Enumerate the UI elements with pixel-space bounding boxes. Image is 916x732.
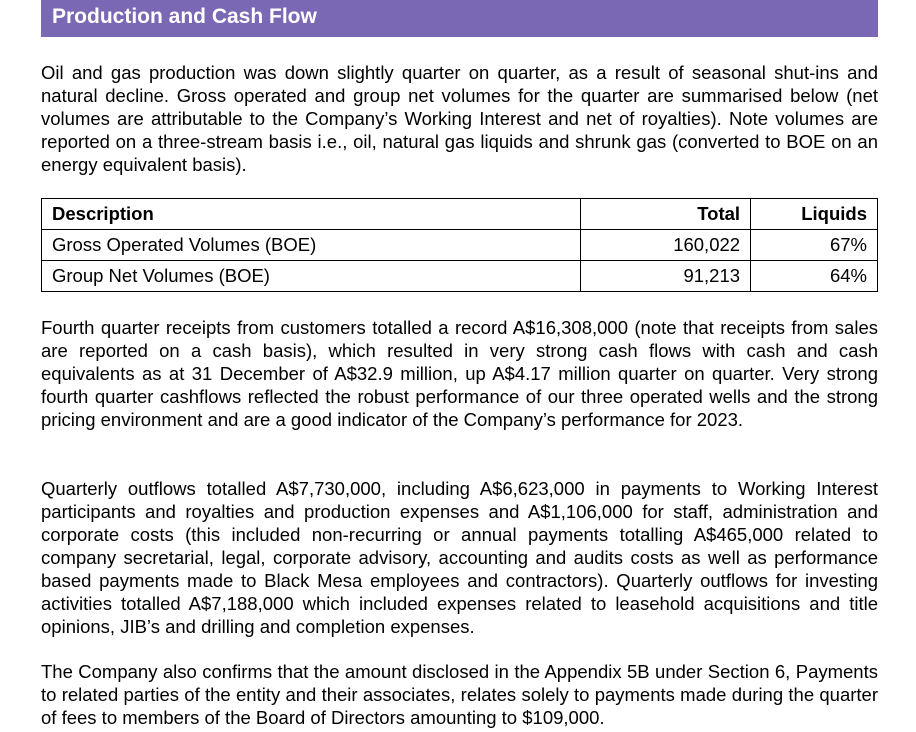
paragraph-receipts: Fourth quarter receipts from customers totalled a record A$16,308,000 (note that receipts from sales are reported on a cash basis), which resulted in very strong cash flows with cash and cash equivalents as at 31 December of A$32.9 million, up A$4.17 million quarter on quarter. Very strong fourth quarter cashflows reflected the robust performance of our three operated wells and the strong pricing environment and are a good indicator of the Company’s performance for 2023.: [41, 317, 878, 430]
volumes-table: [41, 198, 878, 292]
paragraph-outflows: Quarterly outflows totalled A$7,730,000, including A$6,623,000 in payments to Working Interest participants and royalties and production expenses and A$1,106,000 for staff, administration and corporate costs (this included non-recurring or annual payments totalling A$465,000 related to company secretarial, legal, corporate advisory, accounting and audits costs as well as performance based payments made to Black Mesa employees and contractors). Quarterly outflows for investing activities totalled A$7,188,000 which included expenses related to leasehold acquisitions and title opinions, JIB’s and drilling and completion expenses.: [41, 478, 878, 637]
column-header-description: Description: [42, 199, 581, 230]
cell-description: Gross Operated Volumes (BOE): [42, 230, 581, 261]
table-row: [42, 261, 878, 292]
section-title: Production and Cash Flow: [52, 5, 317, 28]
paragraph-related-parties: The Company also confirms that the amount disclosed in the Appendix 5B under Section 6, Payments to related parties of the entity and their associates, relates solely to payments made during the quarter of fees to members of the Board of Directors amounting to $109,000.: [41, 661, 878, 728]
cell-description: Group Net Volumes (BOE): [42, 261, 581, 292]
section-header: [41, 0, 878, 37]
table-row: [42, 230, 878, 261]
cell-total: 160,022: [581, 230, 751, 261]
column-header-total: Total: [581, 199, 751, 230]
paragraph-production: Oil and gas production was down slightly quarter on quarter, as a result of seasonal shut-ins and natural decline. Gross operated and group net volumes for the quarter are summarised below (net volumes are attributable to the Company’s Working Interest and net of royalties). Note volumes are reported on a three-stream basis i.e., oil, natural gas liquids and shrunk gas (converted to BOE on an energy equivalent basis).: [41, 62, 878, 175]
cell-total: 91,213: [581, 261, 751, 292]
table-header-row: [42, 199, 878, 230]
cell-liquids: 67%: [751, 230, 878, 261]
column-header-liquids: Liquids: [751, 199, 878, 230]
cell-liquids: 64%: [751, 261, 878, 292]
